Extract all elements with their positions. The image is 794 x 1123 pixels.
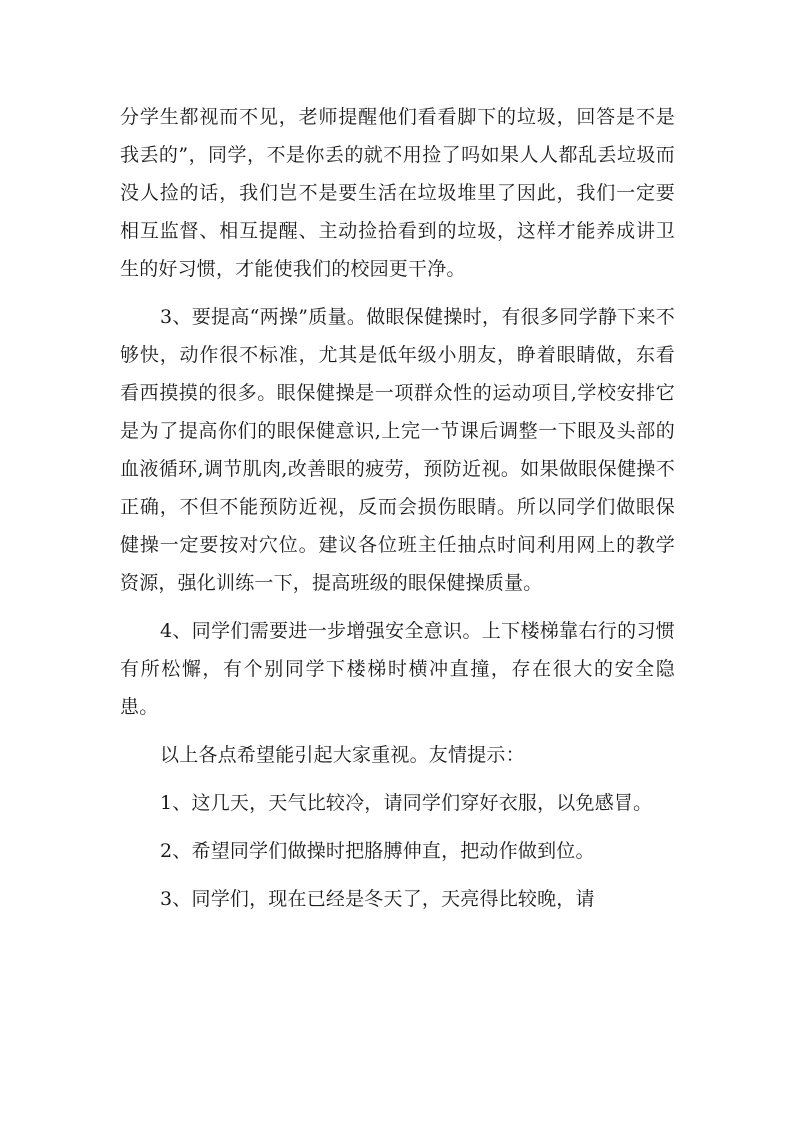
- paragraph-litter: 分学生都视而不见，老师提醒他们看看脚下的垃圾，回答是不是我丢的”，同学，不是你丢的就不用捡了吗如果人人都乱丢垃圾而没人捡的话，我们岂不是要生活在垃圾堆里了因此，我们一定要相互监督、相互提醒、主动捡拾看到的垃圾，这样才能养成讲卫生的好习惯，才能使我们的校园更干净。: [120, 106, 675, 280]
- paragraph-reminder-2: 2、希望同学们做操时把胳膊伸直，把动作做到位。: [160, 840, 595, 862]
- document-body: [120, 98, 675, 918]
- paragraph-reminder-1: 1、这几天，天气比较冷，请同学们穿好衣服，以免感冒。: [160, 792, 653, 814]
- paragraph-reminder-3: 3、同学们，现在已经是冬天了，天亮得比较晚，请: [160, 888, 595, 910]
- paragraph-safety: 4、同学们需要进一步增强安全意识。上下楼梯靠右行的习惯有所松懈，有个别同学下楼梯时横冲直撞，存在很大的安全隐患。: [120, 620, 675, 718]
- paragraph-eye-exercises: 3、要提高“两操”质量。做眼保健操时，有很多同学静下来不够快，动作很不标准，尤其是低年级小朋友，睁着眼睛做，东看看西摸摸的很多。眼保健操是一项群众性的运动项目,学校安排它是为了提高你们的眼保健意识,上完一节课后调整一下眼及头部的血液循环,调节肌肉,改善眼的疲劳，预防近视。如果做眼保健操不正确，不但不能预防近视，反而会损伤眼睛。所以同学们做眼保健操一定要按对穴位。建议各位班主任抽点时间利用网上的教学资源，强化训练一下，提高班级的眼保健操质量。: [120, 306, 675, 594]
- paragraph-reminder-intro: 以上各点希望能引起大家重视。友情提示：: [160, 744, 525, 766]
